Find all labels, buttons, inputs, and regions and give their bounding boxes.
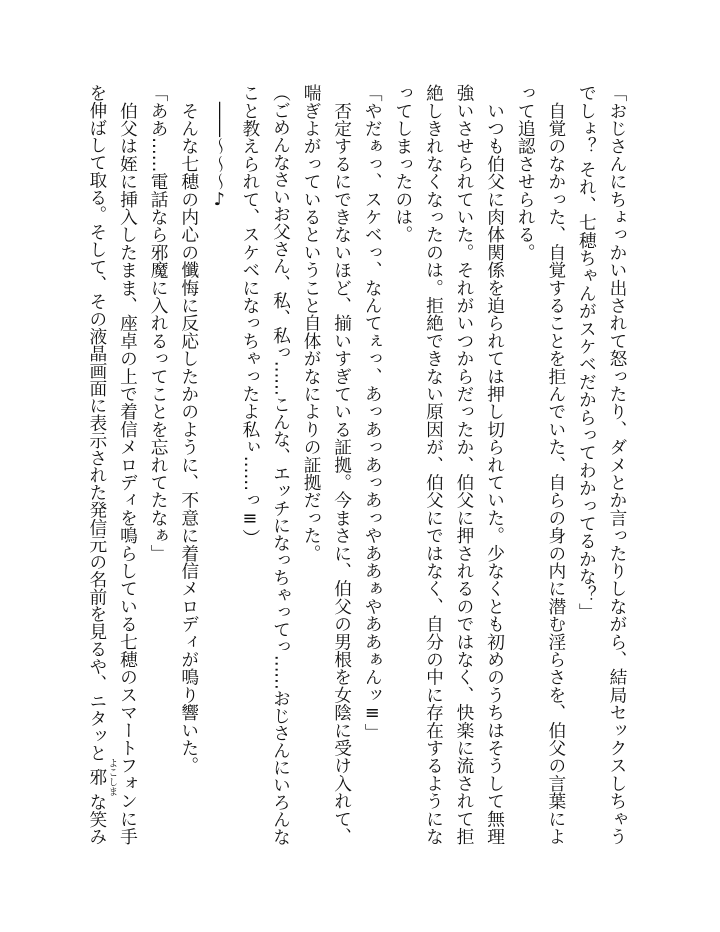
column-text: を伸ばして取る。そして、その液晶画面に表示された発信元の名前を見るや、ニタッと bbox=[86, 84, 107, 762]
text-column-3: 自覚のなかった、自覚することを拒んでいた、自らの身の内に潜む淫らさを、伯父の言葉によ bbox=[545, 84, 566, 846]
text-column-5: いつも伯父に肉体関係を迫られては押し切られていた。少なくとも初めのうちはそうして無理 bbox=[484, 84, 505, 846]
text-column-4: って追認させられる。 bbox=[515, 84, 536, 261]
ruby-annotation: よこしま bbox=[106, 758, 118, 797]
text-column-13 bbox=[234, 84, 265, 845]
emphasis-mark: ≡ bbox=[362, 703, 383, 724]
ruby-base bbox=[86, 758, 118, 797]
text-column-11: 喘ぎよがっているということ自体がなによりの証拠だった。 bbox=[301, 84, 322, 562]
emphasis-mark: ≡ bbox=[239, 508, 260, 529]
text-column-17: 伯父は姪に挿入したまま、座卓の上で着信メロディを鳴らしている七穂のスマートフォンに手 bbox=[117, 84, 138, 846]
closing-bracket: 」 bbox=[362, 723, 383, 742]
text-column-1: 「おじさんにちょっかい出されて怒ったり、ダメとか言ったりしながら、結局セックスしちゃう bbox=[607, 84, 627, 846]
ruby-base-text: 邪 bbox=[86, 768, 107, 786]
text-column-9 bbox=[357, 84, 388, 845]
vertical-text-body bbox=[81, 84, 632, 845]
text-column-7: 絶しきれなくなったのは。拒絶できない原因が、伯父にではなく、自分の中に存在するようにな bbox=[423, 84, 444, 846]
text-column-14-ringtone-sfx: ――〜〜〜♪ bbox=[209, 84, 230, 211]
text-column-15: そんな七穂の内心の懺悔に反応したかのように、不意に着信メロディが鳴り響いた。 bbox=[178, 84, 199, 775]
inner-monologue-text: こと教えられて、スケベになっちゃったよ私ぃ……っ bbox=[239, 84, 260, 509]
text-column-18 bbox=[81, 84, 118, 845]
text-column-8: ってしまったのは。 bbox=[392, 84, 413, 244]
column-tail-text: な笑み bbox=[86, 792, 107, 845]
text-column-12: （ごめんなさいお父さん、私、私っ……こんな、エッチになっちゃってっ……おじさんにいろんな bbox=[270, 84, 291, 846]
text-column-6: 強いさせられていた。それがいつからだったか、伯父に押されるのではなく、快楽に流されて拒 bbox=[454, 84, 475, 846]
text-column-10: 否定するにできないほど、揃いすぎている証拠。今まさに、伯父の男根を女陰に受け入れて、 bbox=[331, 84, 352, 846]
text-column-2: でしょ？ それ、七穂ちゃんがスケベだからってわかってるかな？」 bbox=[576, 84, 597, 621]
closing-paren: ） bbox=[239, 528, 260, 547]
text-column-16: 「ああ……電話なら邪魔に入れるってことを忘れてたなぁ」 bbox=[148, 84, 169, 562]
dialogue-text: 「やだぁっ、スケベっ、なんてぇっ、あっあっあっあっやああぁやああぁんッ bbox=[362, 84, 383, 704]
